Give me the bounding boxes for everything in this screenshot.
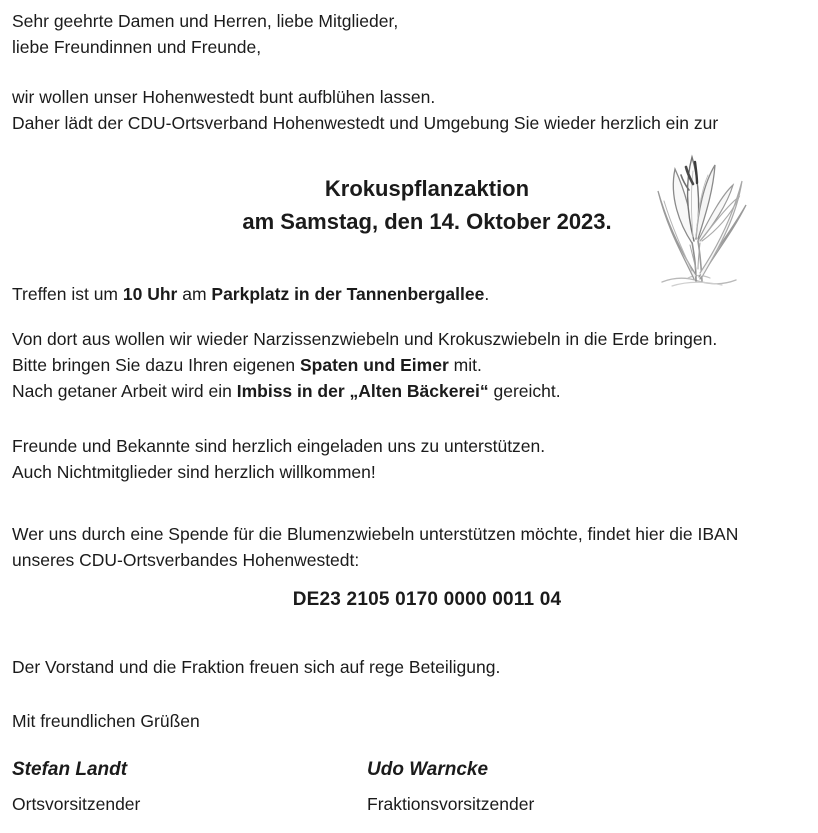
details-line3-text-1: Nach getaner Arbeit wird ein [12,381,237,401]
signature-role: Ortsvorsitzender [12,794,141,814]
closing-line: Der Vorstand und die Fraktion freuen sich auf rege Beteiligung. [12,657,501,677]
donation-line-2: unseres CDU-Ortsverbandes Hohenwestedt: [12,550,360,570]
signature-fraktionsvorsitzender [367,757,810,817]
details-imbiss: Imbiss in der „Alten Bäckerei“ [236,381,489,401]
paragraph-details [12,326,810,404]
invitation-line-1: Freunde und Bekannte sind herzlich eingeladen uns zu unterstützen. [12,436,546,456]
details-line2-text-1: Bitte bringen Sie dazu Ihren eigenen [12,355,300,375]
meeting-place: Parkplatz in der Tannenbergallee [211,284,485,304]
details-line-3 [12,378,810,404]
signature-ortsvorsitzender [12,757,367,817]
paragraph-intro [12,84,810,136]
details-line3-text-2: gereicht. [488,381,561,401]
event-date: am Samstag, den 14. Oktober 2023. [242,209,612,234]
donation-line-1: Wer uns durch eine Spende für die Blumenzwiebeln unterstützen möchte, findet hier die IBAN [12,524,739,544]
meeting-time: 10 Uhr [122,284,178,304]
crocus-flower-sketch-icon [636,149,768,291]
regards-line: Mit freundlichen Grüßen [12,711,200,731]
details-line-1: Von dort aus wollen wir wieder Narzissenzwiebeln und Krokuszwiebeln in die Erde bringen. [12,329,718,349]
paragraph-meeting [12,281,810,307]
iban-number: DE23 2105 0170 0000 0011 04 [292,589,562,610]
meeting-line [12,281,810,307]
paragraph-regards [12,708,810,734]
intro-line-1: wir wollen unser Hohenwestedt bunt aufblühen lassen. [12,87,436,107]
signature-block [12,757,810,817]
event-title: Krokuspflanzaktion [324,176,530,201]
invitation-line-2: Auch Nichtmitglieder sind herzlich willkommen! [12,462,376,482]
signature-name: Udo Warncke [367,759,489,780]
paragraph-invitation [12,433,810,485]
paragraph-closing [12,654,810,680]
intro-line-2: Daher lädt der CDU-Ortsverband Hohenwestedt und Umgebung Sie wieder herzlich ein zur [12,113,719,133]
details-line-2 [12,352,810,378]
meeting-text-2: am [177,284,212,304]
paragraph-salutation [12,8,810,60]
signature-role: Fraktionsvorsitzender [367,794,535,814]
signature-name: Stefan Landt [12,759,128,780]
paragraph-donation [12,521,810,573]
salutation-line-1: Sehr geehrte Damen und Herren, liebe Mitglieder, [12,11,399,31]
salutation-line-2: liebe Freundinnen und Freunde, [12,37,262,57]
details-tools: Spaten und Eimer [299,355,449,375]
details-line2-text-2: mit. [448,355,482,375]
meeting-text-3: . [484,284,490,304]
meeting-text-1: Treffen ist um [12,284,123,304]
